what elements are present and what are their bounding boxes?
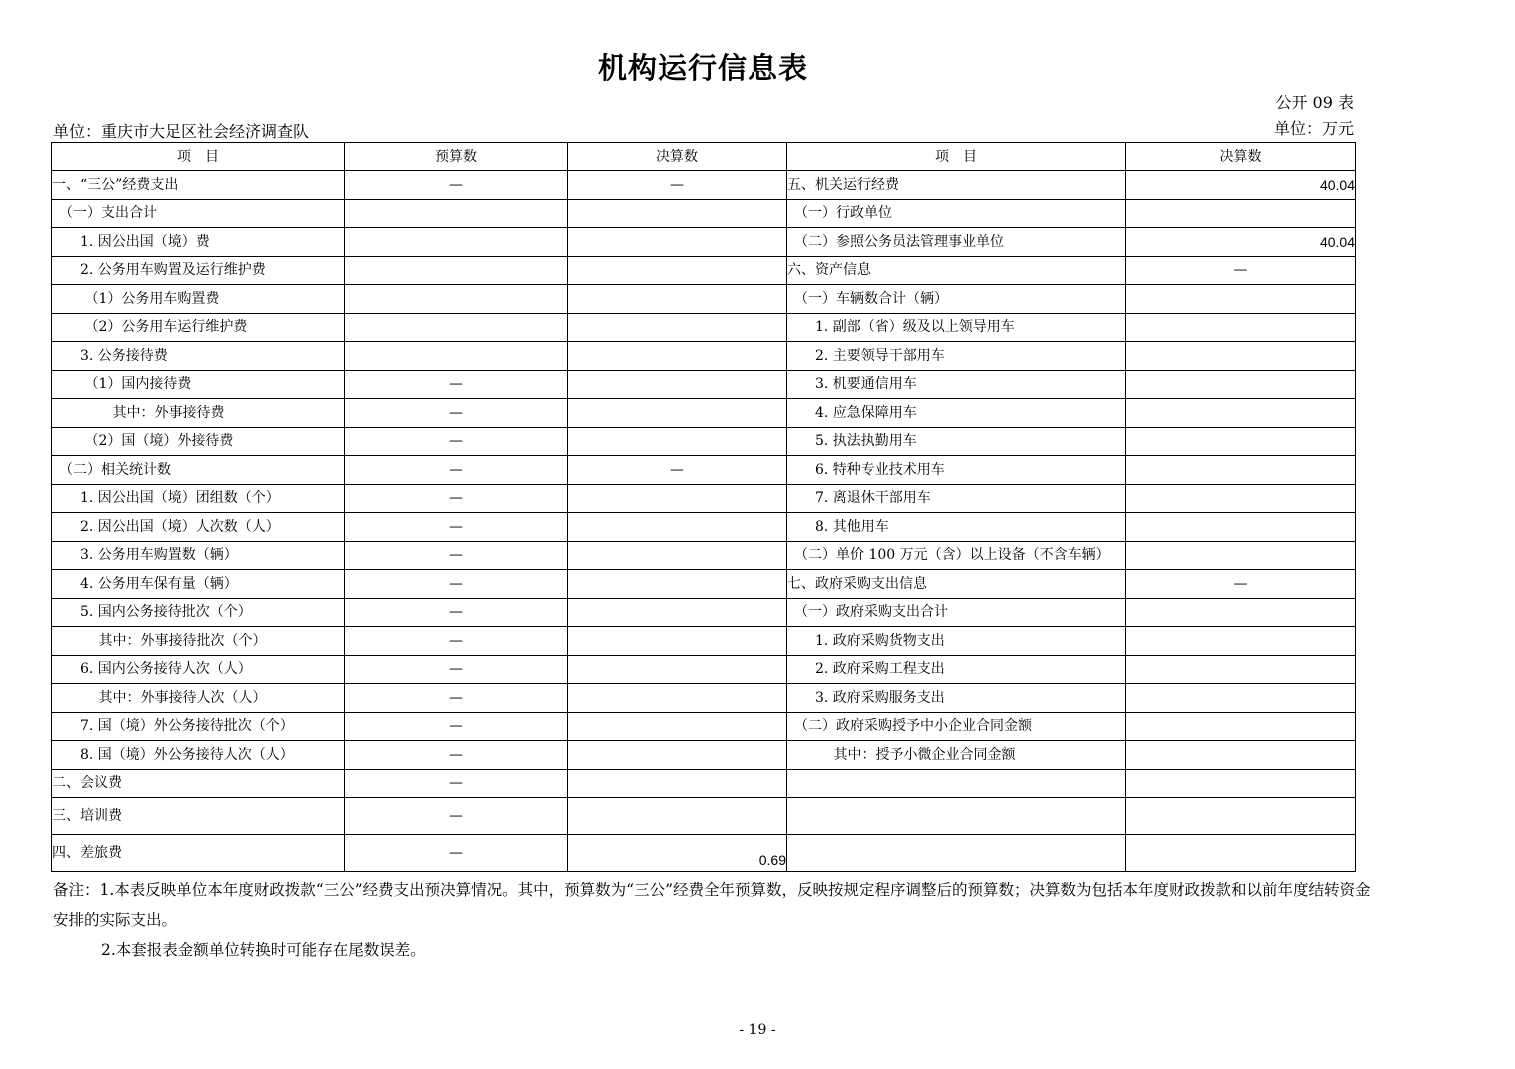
row-budget: —	[345, 769, 568, 798]
table-row	[52, 484, 1356, 513]
row-budget: —	[345, 741, 568, 770]
page-number: - 19 -	[739, 1022, 776, 1038]
row-budget: —	[345, 427, 568, 456]
row-final-right	[1126, 835, 1356, 872]
row-final-right	[1126, 627, 1356, 656]
row-final-right	[1126, 285, 1356, 314]
row-final	[568, 342, 787, 371]
form-number: 公开 09 表	[1275, 93, 1354, 112]
row-final	[568, 199, 787, 228]
table-row	[52, 769, 1356, 798]
row-item-right: 6. 特种专业技术用车	[787, 456, 1126, 485]
table-row	[52, 684, 1356, 713]
row-item-left: 四、差旅费	[52, 835, 345, 872]
row-final-right	[1126, 684, 1356, 713]
row-item-left: 2. 公务用车购置及运行维护费	[52, 256, 345, 285]
row-item-right: 七、政府采购支出信息	[787, 570, 1126, 599]
row-final	[568, 769, 787, 798]
row-item-left: 其中：外事接待批次（个）	[52, 627, 345, 656]
table-row	[52, 712, 1356, 741]
table-row	[52, 199, 1356, 228]
row-item-left: 1. 因公出国（境）团组数（个）	[52, 484, 345, 513]
row-final	[568, 627, 787, 656]
table-row	[52, 456, 1356, 485]
currency-unit: 单位：万元	[1273, 119, 1354, 138]
row-item-left: 其中：外事接待费	[52, 399, 345, 428]
row-budget: —	[345, 598, 568, 627]
table-row	[52, 427, 1356, 456]
table-row	[52, 513, 1356, 542]
page-title: 机构运行信息表	[597, 51, 808, 85]
row-final	[568, 427, 787, 456]
row-item-left: 1. 因公出国（境）费	[52, 228, 345, 257]
row-final-right	[1126, 598, 1356, 627]
note-line-3: 2.本套报表金额单位转换时可能存在尾数误差。	[101, 941, 426, 959]
row-budget	[345, 256, 568, 285]
row-item-right: 1. 政府采购货物支出	[787, 627, 1126, 656]
row-budget: —	[345, 835, 568, 872]
header-budget: 预算数	[345, 143, 568, 171]
row-final	[568, 598, 787, 627]
row-item-right: 2. 主要领导干部用车	[787, 342, 1126, 371]
row-item-right	[787, 835, 1126, 872]
row-final	[568, 684, 787, 713]
row-final-right	[1126, 342, 1356, 371]
row-item-left: 一、“三公”经费支出	[52, 171, 345, 200]
row-final	[568, 256, 787, 285]
row-final-right	[1126, 655, 1356, 684]
row-final-right	[1126, 370, 1356, 399]
row-final	[568, 798, 787, 835]
row-final-right	[1126, 798, 1356, 835]
row-budget: —	[345, 798, 568, 835]
row-budget: —	[345, 456, 568, 485]
note-line-1: 备注：1.本表反映单位本年度财政拨款“三公”经费支出预决算情况。其中，预算数为“三公”经费全年预算数，反映按规定程序调整后的预算数；决算数为包括本年度财政拨款和以前年度结转资金	[53, 881, 1371, 899]
row-item-right: （一）政府采购支出合计	[787, 598, 1126, 627]
table-row	[52, 399, 1356, 428]
row-item-right: 五、机关运行经费	[787, 171, 1126, 200]
row-item-right: （一）车辆数合计（辆）	[787, 285, 1126, 314]
row-item-left: 8. 国（境）外公务接待人次（人）	[52, 741, 345, 770]
row-item-right: （二）参照公务员法管理事业单位	[787, 228, 1126, 257]
row-item-right: 4. 应急保障用车	[787, 399, 1126, 428]
table-row	[52, 342, 1356, 371]
table-row	[52, 835, 1356, 872]
row-item-left: （2）国（境）外接待费	[52, 427, 345, 456]
row-item-left: 5. 国内公务接待批次（个）	[52, 598, 345, 627]
row-final-right: —	[1126, 570, 1356, 599]
row-item-right: （二）单价 100 万元（含）以上设备（不含车辆）	[787, 541, 1126, 570]
row-item-left: （二）相关统计数	[52, 456, 345, 485]
row-final	[568, 228, 787, 257]
table-row	[52, 171, 1356, 200]
row-budget: —	[345, 399, 568, 428]
reporting-unit: 单位：重庆市大足区社会经济调查队	[53, 122, 310, 141]
row-final	[568, 399, 787, 428]
table-body	[52, 171, 1356, 872]
row-final-right	[1126, 769, 1356, 798]
row-final-right	[1126, 399, 1356, 428]
row-final	[568, 655, 787, 684]
table-row	[52, 655, 1356, 684]
row-final-right	[1126, 427, 1356, 456]
table-row	[52, 798, 1356, 835]
row-item-left: （一）支出合计	[52, 199, 345, 228]
row-item-right: 8. 其他用车	[787, 513, 1126, 542]
row-item-right	[787, 798, 1126, 835]
row-budget	[345, 313, 568, 342]
row-budget: —	[345, 684, 568, 713]
row-budget: —	[345, 370, 568, 399]
row-item-left: 3. 公务接待费	[52, 342, 345, 371]
row-budget: —	[345, 570, 568, 599]
row-item-left: （1）公务用车购置费	[52, 285, 345, 314]
row-item-right: 3. 机要通信用车	[787, 370, 1126, 399]
table-row	[52, 228, 1356, 257]
row-final: 0.69	[568, 835, 787, 872]
row-final	[568, 484, 787, 513]
row-item-left: 其中：外事接待人次（人）	[52, 684, 345, 713]
table-row	[52, 627, 1356, 656]
row-item-left: 7. 国（境）外公务接待批次（个）	[52, 712, 345, 741]
table-row	[52, 570, 1356, 599]
row-budget	[345, 228, 568, 257]
row-final-right	[1126, 513, 1356, 542]
table-row	[52, 285, 1356, 314]
row-item-right: 7. 离退休干部用车	[787, 484, 1126, 513]
institution-operation-table	[51, 142, 1356, 872]
row-final-right	[1126, 199, 1356, 228]
row-budget	[345, 199, 568, 228]
row-final-right	[1126, 541, 1356, 570]
header-item-right: 项 目	[787, 143, 1126, 171]
row-item-left: 3. 公务用车购置数（辆）	[52, 541, 345, 570]
row-final-right	[1126, 313, 1356, 342]
row-budget: —	[345, 484, 568, 513]
row-budget	[345, 285, 568, 314]
row-item-right: 3. 政府采购服务支出	[787, 684, 1126, 713]
row-final-right: 40.04	[1126, 171, 1356, 200]
row-final-right: 40.04	[1126, 228, 1356, 257]
table-row	[52, 598, 1356, 627]
row-final-right	[1126, 484, 1356, 513]
table-row	[52, 741, 1356, 770]
row-budget: —	[345, 541, 568, 570]
row-budget: —	[345, 171, 568, 200]
row-item-right: 2. 政府采购工程支出	[787, 655, 1126, 684]
row-final	[568, 370, 787, 399]
note-line-2: 安排的实际支出。	[53, 911, 178, 929]
row-final: —	[568, 171, 787, 200]
row-final	[568, 741, 787, 770]
row-item-left: 4. 公务用车保有量（辆）	[52, 570, 345, 599]
row-item-right: 1. 副部（省）级及以上领导用车	[787, 313, 1126, 342]
row-item-right	[787, 769, 1126, 798]
row-item-left: 三、培训费	[52, 798, 345, 835]
row-item-right: 5. 执法执勤用车	[787, 427, 1126, 456]
row-budget: —	[345, 712, 568, 741]
row-final-right	[1126, 741, 1356, 770]
row-budget: —	[345, 627, 568, 656]
row-final: —	[568, 456, 787, 485]
row-item-right: （二）政府采购授予中小企业合同金额	[787, 712, 1126, 741]
row-final	[568, 285, 787, 314]
row-item-right: （一）行政单位	[787, 199, 1126, 228]
row-final-right	[1126, 712, 1356, 741]
table-row	[52, 370, 1356, 399]
table-row	[52, 256, 1356, 285]
row-final	[568, 541, 787, 570]
table-row	[52, 541, 1356, 570]
row-final	[568, 513, 787, 542]
table-header-row	[52, 143, 1356, 171]
row-item-left: 6. 国内公务接待人次（人）	[52, 655, 345, 684]
row-item-right: 其中：授予小微企业合同金额	[787, 741, 1126, 770]
header-final-right: 决算数	[1126, 143, 1356, 171]
header-item: 项 目	[52, 143, 345, 171]
row-budget	[345, 342, 568, 371]
row-final	[568, 712, 787, 741]
row-item-left: 2. 因公出国（境）人次数（人）	[52, 513, 345, 542]
row-final	[568, 313, 787, 342]
row-item-left: （1）国内接待费	[52, 370, 345, 399]
header-final: 决算数	[568, 143, 787, 171]
table-row	[52, 313, 1356, 342]
row-budget: —	[345, 655, 568, 684]
row-final-right: —	[1126, 256, 1356, 285]
row-item-left: 二、会议费	[52, 769, 345, 798]
notes	[53, 875, 1473, 965]
row-budget: —	[345, 513, 568, 542]
row-item-left: （2）公务用车运行维护费	[52, 313, 345, 342]
row-final-right	[1126, 456, 1356, 485]
row-item-right: 六、资产信息	[787, 256, 1126, 285]
row-final	[568, 570, 787, 599]
